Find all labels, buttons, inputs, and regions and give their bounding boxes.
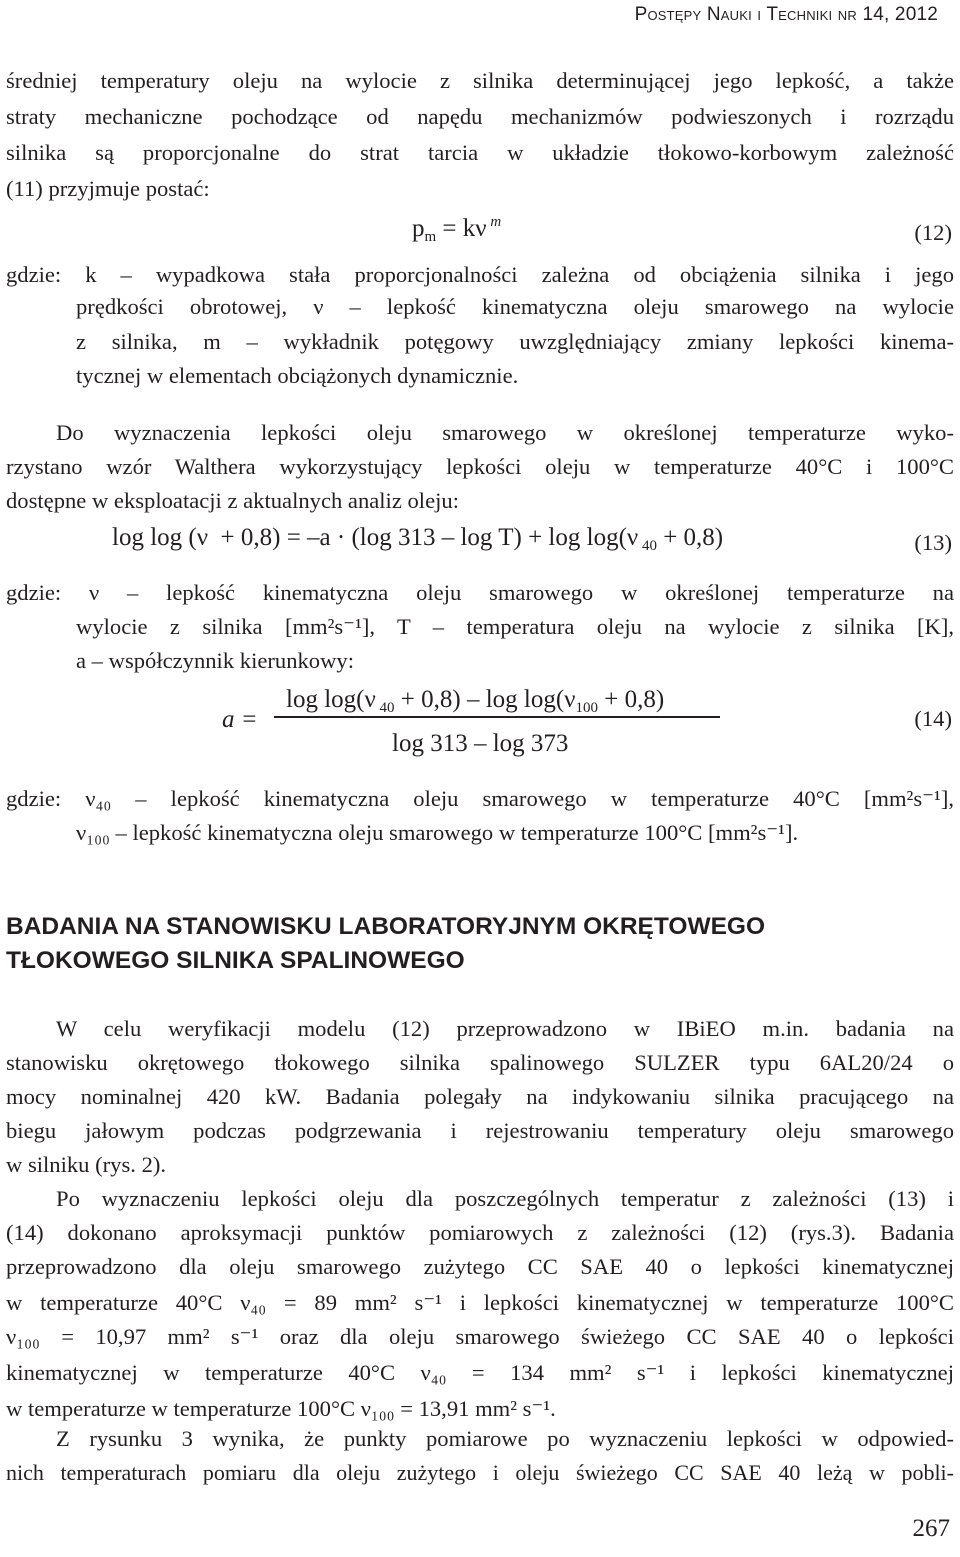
gdzie1-line-2: prędkości obrotowej, ν – lepkość kinematyczna oleju smarowego na wylocie: [76, 294, 954, 319]
equation-14-lhs: a =: [222, 706, 258, 733]
gdzie3-line-1: gdzie: ν₄₀ – lepkość kinematyczna oleju smarowego w temperaturze 40°C [mm²s⁻¹],: [6, 786, 954, 811]
para1-line-3: silnika są proporcjonalne do strat tarcia w układzie tłokowo-korbowym zależność: [6, 140, 954, 165]
para2-line-3: dostępne w eksploatacji z aktualnych analiz oleju:: [6, 488, 459, 513]
page-number: 267: [912, 1515, 950, 1542]
para5-line-2: nich temperaturach pomiaru dla oleju zużytego i oleju świeżego CC SAE 40 leżą w pobli-: [6, 1460, 954, 1485]
para3-line-3: mocy nominalnej 420 kW. Badania polegały na indykowaniu silnika pracującego na: [6, 1084, 954, 1109]
equation-13-number: (13): [914, 530, 952, 555]
para1-line-4: (11) przyjmuje postać:: [6, 176, 210, 201]
gdzie1-line-4: tycznej w elementach obciążonych dynamicznie.: [76, 363, 519, 388]
para2-line-1: Do wyznaczenia lepkości oleju smarowego w określonej temperaturze wyko-: [56, 420, 954, 445]
para4-line-6: kinematycznej w temperaturze 40°C ν₄₀ = 134 mm² s⁻¹ i lepkości kinematycznej: [6, 1360, 954, 1385]
gdzie3-line-2: ν₁₀₀ – lepkość kinematyczna oleju smarowego w temperaturze 100°C [mm²s⁻¹].: [76, 820, 799, 845]
equation-14-numerator: log log(ν $_{40} + 0,8) - \log \log(\nu_{100} + 0,8)$: [286, 686, 665, 716]
fraction-bar: [274, 716, 720, 718]
para4-line-7: w temperaturze w temperaturze 100°C ν₁₀₀ = 13,91 mm² s⁻¹.: [6, 1396, 556, 1421]
running-header: Postępy Nauki i Techniki nr 14, 2012: [634, 4, 938, 25]
para4-line-3: przeprowadzono dla oleju smarowego zużytego CC SAE 40 o lepkości kinematycznej: [6, 1254, 954, 1279]
equation-12: $p_m = k\nu$ $^m$: [412, 214, 502, 245]
para4-line-2: (14) dokonano aproksymacji punktów pomiarowych z zależności (12) (rys.3). Badania: [6, 1220, 954, 1245]
para1-line-2: straty mechaniczne pochodzące od napędu mechanizmów podwieszonych i rozrządu: [6, 104, 954, 129]
para3-line-2: stanowisku okrętowego tłokowego silnika spalinowego SULZER typu 6AL20/24 o: [6, 1050, 954, 1075]
equation-14-number: (14): [914, 706, 952, 731]
equation-12-number: (12): [914, 220, 952, 245]
equation-13: log log (ν + 0,8) = –a · (log 313 – log T) + log log(ν $_{40}$ + 0,8): [112, 524, 724, 554]
gdzie2-line-2: wylocie z silnika [mm²s⁻¹], T – temperatura oleju na wylocie z silnika [K],: [76, 614, 954, 639]
para4-line-4: w temperaturze 40°C ν₄₀ = 89 mm² s⁻¹ i lepkości kinematycznej w temperaturze 100°C: [6, 1290, 954, 1315]
para1-line-1: średniej temperatury oleju na wylocie z silnika determinującej jego lepkość, a także: [6, 68, 954, 93]
para2-line-2: rzystano wzór Walthera wykorzystujący lepkości oleju w temperaturze 40°C i 100°C: [6, 454, 954, 479]
equation-14-denominator: log 313 – log 373: [392, 730, 569, 757]
para4-line-5: ν₁₀₀ = 10,97 mm² s⁻¹ oraz dla oleju smarowego świeżego CC SAE 40 o lepkości: [6, 1324, 954, 1349]
para5-line-1: Z rysunku 3 wynika, że punkty pomiarowe po wyznaczeniu lepkości w odpowied-: [56, 1426, 954, 1451]
section-heading-line-1: BADANIA NA STANOWISKU LABORATORYJNYM OKRĘTOWEGO: [6, 913, 766, 940]
para4-line-1: Po wyznaczeniu lepkości oleju dla poszczególnych temperatur z zależności (13) i: [56, 1186, 954, 1211]
gdzie2-line-3: a – współczynnik kierunkowy:: [76, 648, 354, 673]
gdzie1-line-3: z silnika, m – wykładnik potęgowy uwzględniający zmiany lepkości kinema-: [76, 329, 954, 354]
para3-line-4: biegu jałowym podczas podgrzewania i rejestrowaniu temperatury oleju smarowego: [6, 1118, 954, 1143]
section-heading-line-2: TŁOKOWEGO SILNIKA SPALINOWEGO: [6, 947, 465, 974]
gdzie2-line-1: gdzie: ν – lepkość kinematyczna oleju smarowego w określonej temperaturze na: [6, 580, 954, 605]
gdzie1-line-1: gdzie: k – wypadkowa stała proporcjonalności zależna od obciążenia silnika i jego: [6, 262, 954, 287]
para3-line-5: w silniku (rys. 2).: [6, 1152, 167, 1177]
para3-line-1: W celu weryfikacji modelu (12) przeprowadzono w IBiEO m.in. badania na: [56, 1016, 954, 1041]
